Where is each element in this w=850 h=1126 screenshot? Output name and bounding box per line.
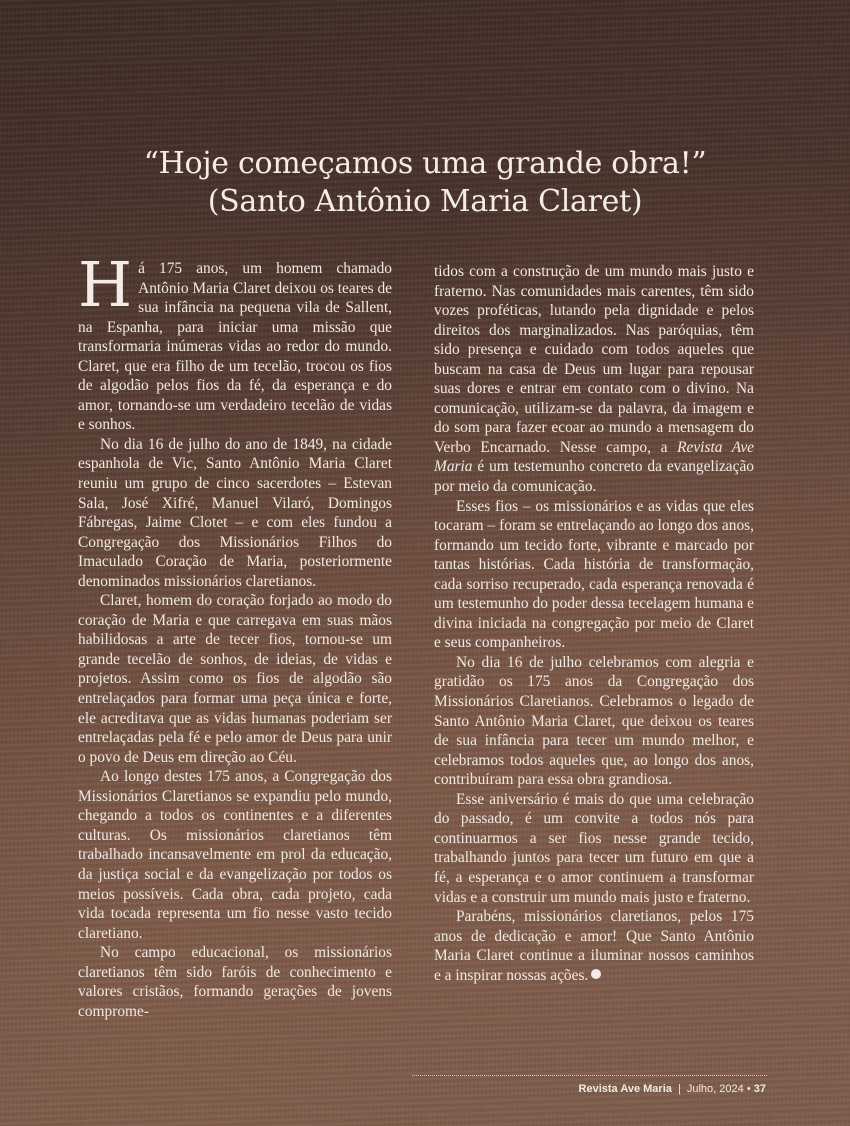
end-mark-icon [591, 969, 601, 979]
article-column-right [434, 262, 754, 985]
article-paragraph: Parabéns, missionários claretianos, pelos 175 anos de dedicação e amor! Que Santo Antônio Maria Claret continue a iluminar nossos caminhos e a inspirar nossas ações. [434, 908, 754, 984]
article-paragraph: Esse aniversário é mais do que uma celebração do passado, é um convite a todos nós para continuarmos a ser fios nesse grande tecido, trabalhando juntos para tecer um futuro em que a fé, a esperança e o amor continuem a transformar vidas e a construir um mundo mais justo e fraterno. [434, 790, 754, 906]
footer-magazine: Revista Ave Maria [578, 1083, 672, 1095]
article-paragraph: No dia 16 de julho celebramos com alegria e gratidão os 175 anos da Congregação dos Missionários Claretianos. Celebramos o legado de Santo Antônio Maria Claret, que deixou os teares de sua infância para tecer um mundo melhor, e celebramos todos aqueles que, ao longo dos anos, contribuíram para essa obra grandiosa. [434, 653, 754, 789]
page-footer [579, 1083, 766, 1095]
drop-cap: H [78, 248, 133, 321]
footer-issue: Julho, 2024 [686, 1083, 744, 1095]
article-paragraph: Ao longo destes 175 anos, a Congregação dos Missionários Claretianos se expandiu pelo mundo, chegando a todos os continentes e a diferentes culturas. Os missionários claretianos têm trabalhado incansavelmente em prol da educação, da justiça social e da evangelização por todos os meios possíveis. Cada obra, cada projeto, cada vida tocada representa um fio nesse vasto tecido claretiano. [78, 768, 392, 942]
magazine-name-italic: Revista Ave Maria [434, 438, 754, 476]
footer-divider [412, 1075, 767, 1076]
article-column-left [78, 248, 392, 1021]
article-paragraph: Claret, homem do coração forjado ao modo do coração de Maria e que carregava em suas mãos habilidosas a arte de tecer fios, tornou-se um grande tecelão de sonhos, de ideias, de vidas e projetos. Assim como os fios de algodão são entrelaçados para formar uma peça única e forte, ele acreditava que as vidas humanas poderiam ser entrelaçadas pela fé e pelo amor de Deus para unir o povo de Deus em direção ao Céu. [78, 592, 392, 766]
page-headline [0, 145, 850, 221]
article-paragraph: tidos com a construção de um mundo mais justo e fraterno. Nas comunidades mais carentes, têm sido vozes proféticas, lutando pela dignidade e pelos direitos dos marginalizados. Nas paróquias, têm sido presença e cuidado com todos aqueles que buscam na casa de Deus um lugar para repousar suas dores e entrar em contato com o divino. Na comunicação, utilizam-se da palavra, da imagem e do som para fazer ecoar ao mundo a mensagem do Verbo Encarnado. Nesse campo, a Revista Ave Maria é um testemunho concreto da evangelização por meio da comunicação. [434, 263, 754, 496]
page-number: 37 [753, 1083, 766, 1095]
headline-quote: “Hoje começamos uma grande obra!” [143, 146, 707, 181]
article-paragraph: No campo educacional, os missionários claretianos têm sido faróis de conhecimento e valores cristãos, formando gerações de jovens comprome- [78, 944, 392, 1020]
article-paragraph: Há 175 anos, um homem chamado Antônio Maria Claret deixou os teares de sua infância na pequena vila de Sallent, na Espanha, para iniciar uma missão que transformaria inúmeras vidas ao redor do mundo. Claret, que era filho de um tecelão, trocou os fios de algodão pelos fios da fé, da esperança e do amor, tornando-se um verdadeiro tecelão de vidas e sonhos. [78, 248, 392, 434]
article-paragraph: No dia 16 de julho do ano de 1849, na cidade espanhola de Vic, Santo Antônio Maria Claret reuniu um grupo de cinco sacerdotes – Estevan Sala, José Xifré, Manuel Vilaró, Domingos Fábregas, Jaime Clotet – e com eles fundou a Congregação dos Missionários Filhos do Imaculado Coração de Maria, posteriormente denominados missionários claretianos. [78, 435, 392, 590]
footer-separator: | [677, 1083, 681, 1095]
footer-bullet: • [746, 1083, 751, 1095]
article-paragraph: Esses fios – os missionários e as vidas que eles tocaram – foram se entrelaçando ao longo dos anos, formando um tecido forte, vibrante e marcado por tantas histórias. Cada história de transformação, cada sorriso recuperado, cada esperança renovada é um testemunho do poder dessa tecelagem humana e divina iniciada na congregação por meio de Claret e seus companheiros. [434, 497, 754, 652]
headline-author: (Santo Antônio Maria Claret) [207, 184, 643, 219]
